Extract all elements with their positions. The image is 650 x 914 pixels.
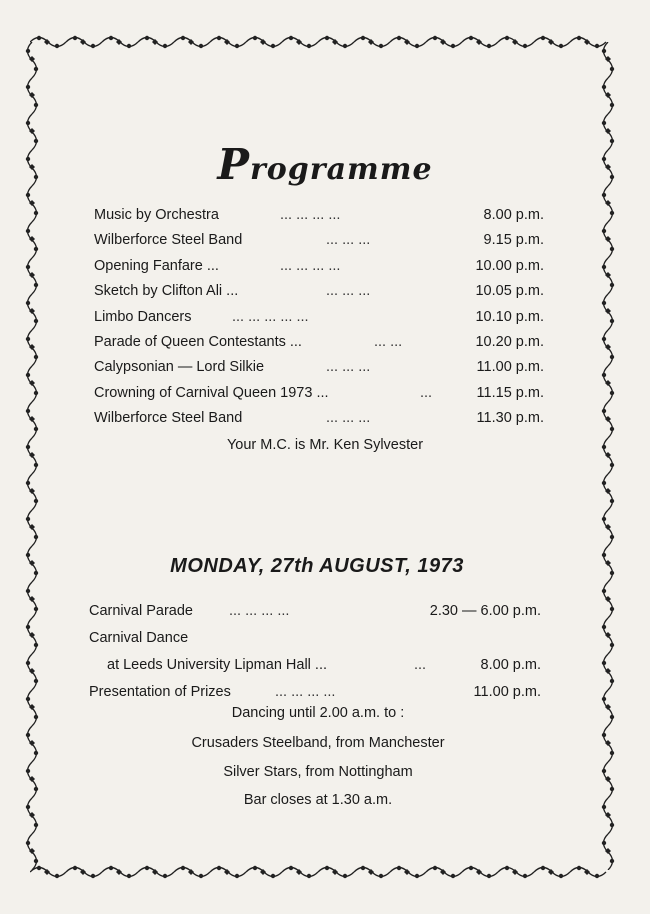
item-label: Opening Fanfare ...	[94, 257, 219, 274]
item-label: Carnival Parade	[89, 603, 193, 619]
leader-dots: ... ...	[374, 333, 403, 350]
list-item	[94, 254, 546, 279]
border-bottom	[30, 864, 610, 880]
leader-dots: ... ... ...	[326, 232, 371, 249]
list-item	[94, 279, 546, 304]
leader-dots: ... ... ... ...	[275, 684, 336, 700]
title-initial: P	[217, 140, 250, 189]
bar-line: Bar closes at 1.30 a.m.	[243, 792, 393, 808]
border-top	[30, 34, 610, 50]
band-line: Silver Stars, from Nottingham	[223, 764, 413, 780]
item-label: Crowning of Carnival Queen 1973 ...	[94, 384, 329, 401]
title-rest: rogramme	[249, 152, 433, 187]
leader-dots: ... ... ... ... ...	[232, 308, 309, 325]
item-time: 11.00 p.m.	[473, 684, 541, 700]
leader-dots: ... ... ... ...	[229, 603, 290, 619]
date-heading: MONDAY, 27th AUGUST, 1973	[170, 555, 464, 577]
list-item	[94, 330, 546, 355]
leader-dots: ...	[420, 384, 433, 401]
item-time: 11.30 p.m.	[476, 410, 544, 427]
leader-dots: ... ... ...	[326, 359, 371, 376]
item-label: at Leeds University Lipman Hall ...	[107, 657, 328, 673]
list-item	[89, 598, 541, 625]
list-item	[89, 625, 541, 652]
item-label: Parade of Queen Contestants ...	[94, 333, 302, 350]
list-item	[89, 652, 541, 679]
monday-list	[89, 598, 541, 706]
band-line: Crusaders Steelband, from Manchester	[191, 735, 445, 751]
list-item	[94, 406, 546, 431]
item-time: 8.00 p.m.	[480, 657, 541, 673]
programme-list	[94, 203, 546, 432]
mc-line: Your M.C. is Mr. Ken Sylvester	[226, 437, 424, 453]
dancing-line: Dancing until 2.00 a.m. to :	[231, 705, 405, 721]
leader-dots: ... ... ...	[326, 283, 371, 300]
list-item	[94, 381, 546, 406]
item-label: Limbo Dancers	[94, 308, 192, 325]
page-title	[0, 140, 650, 189]
item-time: 2.30 — 6.00 p.m.	[429, 603, 541, 619]
item-label: Carnival Dance	[89, 630, 189, 646]
item-label: Wilberforce Steel Band	[94, 232, 243, 249]
leader-dots: ... ... ... ...	[280, 207, 341, 223]
item-label: Music by Orchestra	[94, 207, 219, 223]
item-label: Wilberforce Steel Band	[94, 410, 243, 427]
leader-dots: ... ... ... ...	[280, 257, 341, 274]
leader-dots: ...	[414, 657, 427, 673]
list-item	[94, 355, 546, 380]
list-item	[94, 228, 546, 253]
item-time: 10.05 p.m.	[475, 283, 544, 300]
item-label: Calypsonian — Lord Silkie	[94, 359, 265, 376]
item-time: 11.00 p.m.	[476, 359, 544, 376]
item-time: 8.00 p.m.	[483, 207, 544, 223]
item-label: Presentation of Prizes	[89, 684, 231, 700]
item-label: Sketch by Clifton Ali ...	[94, 283, 239, 300]
list-item	[94, 203, 546, 228]
item-time: 10.20 p.m.	[475, 333, 544, 350]
item-time: 9.15 p.m.	[483, 232, 544, 249]
item-time: 10.00 p.m.	[475, 257, 544, 274]
list-item	[94, 305, 546, 330]
leader-dots: ... ... ...	[326, 410, 371, 427]
list-item	[89, 679, 541, 706]
item-time: 11.15 p.m.	[476, 384, 544, 401]
item-time: 10.10 p.m.	[475, 308, 544, 325]
